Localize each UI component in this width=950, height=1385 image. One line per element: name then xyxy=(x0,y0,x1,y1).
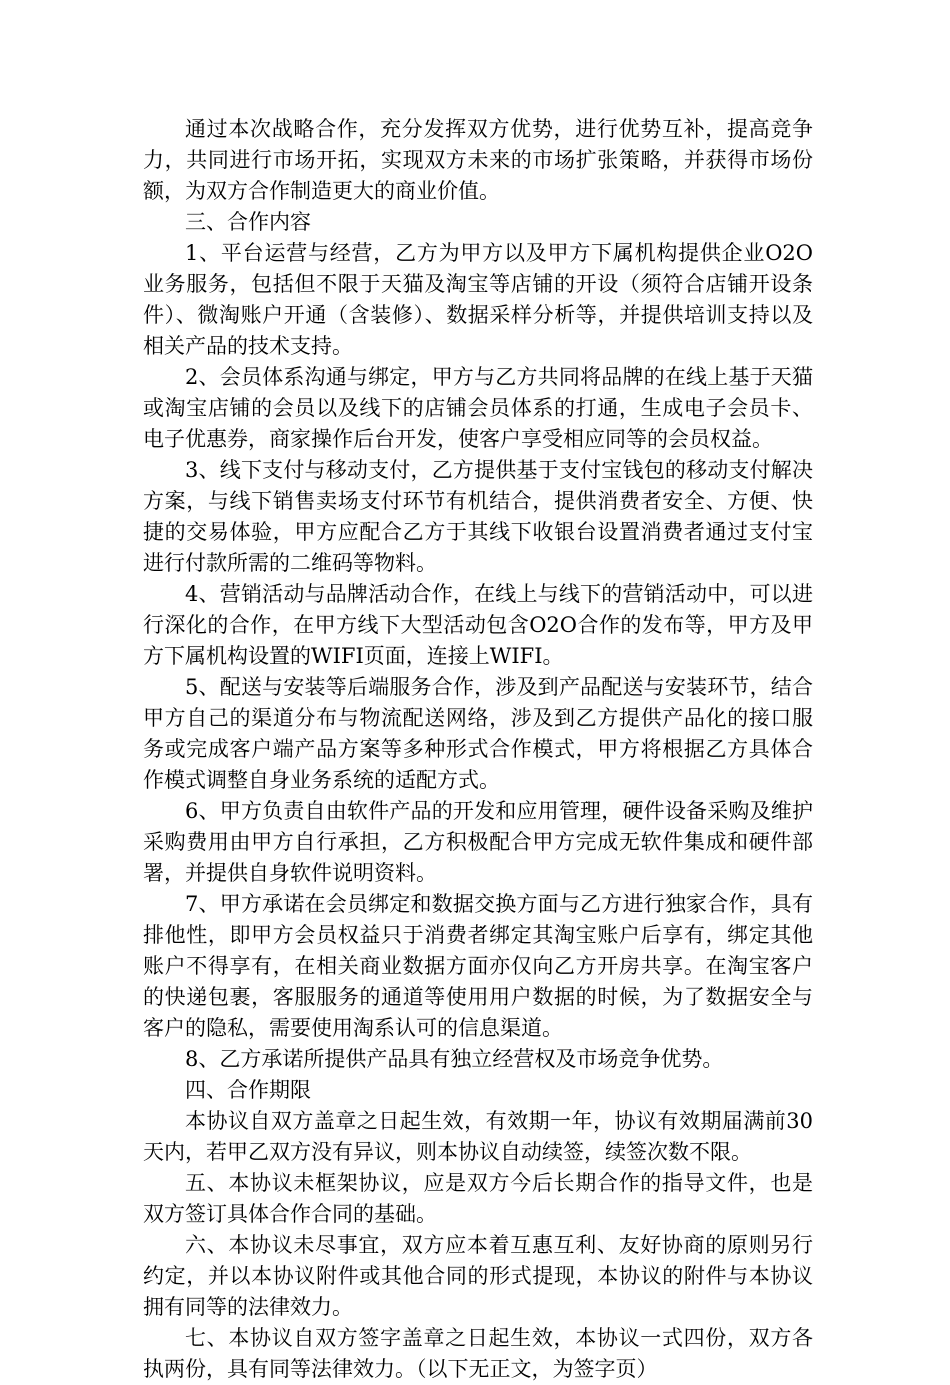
term-validity: 本协议自双方盖章之日起生效，有效期一年，协议有效期届满前30天内，若甲乙双方没有异议，则本协议自动续签，续签次数不限。 xyxy=(143,1109,813,1164)
heading-cooperation-term: 四、合作期限 xyxy=(185,1078,311,1102)
document-page xyxy=(143,114,813,1385)
heading-cooperation-content: 三、合作内容 xyxy=(185,210,311,234)
paragraph-strategy-intro: 通过本次战略合作，充分发挥双方优势，进行优势互补，提高竞争力，共同进行市场开拓，实现双方未来的市场扩张策略，并获得市场份额，为双方合作制造更大的商业价值。 xyxy=(143,117,813,203)
clause-6-software-hardware: 6、甲方负责自由软件产品的开发和应用管理，硬件设备采购及维护采购费用由甲方自行承担，乙方积极配合甲方完成无软件集成和硬件部署，并提供自身软件说明资料。 xyxy=(143,799,813,885)
clause-2-membership-binding: 2、会员体系沟通与绑定，甲方与乙方共同将品牌的在线上基于天猫或淘宝店铺的会员以及线下的店铺会员体系的打通，生成电子会员卡、电子优惠券，商家操作后台开发，使客户享受相应同等的会员权益。 xyxy=(143,365,813,451)
section-7-effectiveness: 七、本协议自双方签字盖章之日起生效，本协议一式四份，双方各执两份，具有同等法律效力。（以下无正文，为签字页） xyxy=(143,1326,813,1381)
clause-4-marketing: 4、营销活动与品牌活动合作，在线上与线下的营销活动中，可以进行深化的合作，在甲方线下大型活动包含O2O合作的发布等，甲方及甲方下属机构设置的WIFI页面，连接上WIFI。 xyxy=(143,582,813,668)
section-5-framework: 五、本协议未框架协议，应是双方今后长期合作的指导文件，也是双方签订具体合作合同的基础。 xyxy=(143,1171,813,1226)
clause-5-delivery-installation: 5、配送与安装等后端服务合作，涉及到产品配送与安装环节，结合甲方自己的渠道分布与物流配送网络，涉及到乙方提供产品化的接口服务或完成客户端产品方案等多种形式合作模式，甲方将根据乙方具体合作模式调整自身业务系统的适配方式。 xyxy=(143,675,813,792)
clause-1-platform-operation: 1、平台运营与经营，乙方为甲方以及甲方下属机构提供企业O2O业务服务，包括但不限于天猫及淘宝等店铺的开设（须符合店铺开设条件）、微淘账户开通（含装修）、数据采样分析等，并提供培训支持以及相关产品的技术支持。 xyxy=(143,241,813,358)
clause-7-exclusivity: 7、甲方承诺在会员绑定和数据交换方面与乙方进行独家合作，具有排他性，即甲方会员权益只于消费者绑定其淘宝账户后享有，绑定其他账户不得享有，在相关商业数据方面亦仅向乙方开房共享。在淘宝客户的快递包裹，客服服务的通道等使用用户数据的时候，为了数据安全与客户的隐私，需要使用淘系认可的信息渠道。 xyxy=(143,892,813,1040)
section-6-supplementary: 六、本协议未尽事宜，双方应本着互惠互利、友好协商的原则另行约定，并以本协议附件或其他合同的形式提现，本协议的附件与本协议拥有同等的法律效力。 xyxy=(143,1233,813,1319)
clause-3-payment: 3、线下支付与移动支付，乙方提供基于支付宝钱包的移动支付解决方案，与线下销售卖场支付环节有机结合，提供消费者安全、方便、快捷的交易体验，甲方应配合乙方于其线下收银台设置消费者通过支付宝进行付款所需的二维码等物料。 xyxy=(143,458,813,575)
clause-8-commitment: 8、乙方承诺所提供产品具有独立经营权及市场竞争优势。 xyxy=(185,1047,724,1071)
